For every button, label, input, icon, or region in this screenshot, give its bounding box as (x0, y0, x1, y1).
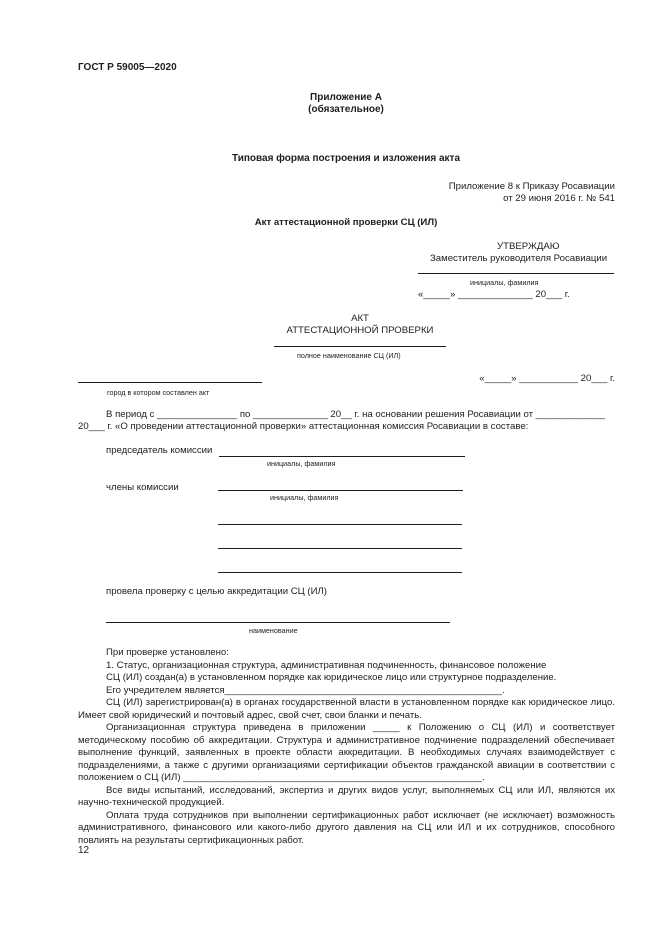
section-title: Типовая форма построения и изложения акта (231, 153, 461, 164)
member-name-line (218, 572, 462, 573)
chairman-name-line (219, 456, 465, 457)
findings-status: СЦ (ИЛ) создан(а) в установленном порядке как юридическое лицо или структурное подразделение. (106, 672, 557, 683)
findings-founder: Его учредителем является____________________________________________________. (106, 684, 505, 696)
order-reference-line2: от 29 июня 2016 г. № 541 (503, 193, 615, 204)
city-line (78, 382, 262, 383)
findings-products: Все виды испытаний, исследований, экспертиз и других видов услуг, выполняемых СЦ или ИЛ, являются их научно-технической продукцией. (78, 784, 615, 808)
period-line1: В период с _______________ по ______________ 20__ г. на основании решения Росавиации от _____________ (106, 409, 606, 420)
act-date-line: «_____» ___________ 20___ г. (479, 373, 615, 384)
findings-remuneration: Оплата труда сотрудников при выполнении сертификационных работ исключает (не исключает) возможность административного, финансового или какого-либо другого давления на СЦ или ИЛ и их сотрудников, способного повлиять на результаты сертификационных работ. (78, 809, 615, 846)
member-name-line (218, 548, 462, 549)
act-title-line1: АКТ (351, 313, 369, 324)
inspection-purpose: провела проверку с целью аккредитации СЦ (ИЛ) (106, 586, 328, 597)
document-standard-code: ГОСТ Р 59005—2020 (78, 62, 177, 73)
approval-date-line: «_____» ______________ 20___ г. (418, 289, 570, 300)
approver-name-caption: инициалы, фамилия (470, 278, 539, 287)
organization-name-line (274, 346, 446, 347)
organization-name-caption: полное наименование СЦ (ИЛ) (297, 351, 401, 360)
chairman-name-caption: инициалы, фамилия (267, 459, 336, 468)
purpose-name-line (106, 622, 450, 623)
period-line2: 20___ г. «О проведении аттестационной проверки» аттестационная комиссия Росавиации в составе: (78, 421, 529, 432)
approver-name-line (418, 273, 614, 274)
purpose-name-caption: наименование (249, 626, 298, 635)
member-name-caption: инициалы, фамилия (270, 493, 339, 502)
findings-text (78, 647, 615, 847)
members-label: члены комиссии (106, 482, 179, 493)
findings-item-1: 1. Статус, организационная структура, административная подчиненность, финансовое положение (106, 659, 547, 671)
page-number: 12 (78, 845, 90, 856)
approval-label: УТВЕРЖДАЮ (497, 241, 560, 252)
act-title-line2: АТТЕСТАЦИОННОЙ ПРОВЕРКИ (286, 325, 434, 336)
findings-registration: СЦ (ИЛ) зарегистрирован(а) в органах государственной власти в установленном порядке как юридическое лицо. Имеет свой юридический и почтовый адрес, свой счет, свои бланки и печать. (78, 697, 615, 721)
act-heading: Акт аттестационной проверки СЦ (ИЛ) (254, 217, 438, 228)
appendix-status: (обязательное) (308, 104, 384, 115)
approval-position: Заместитель руководителя Росавиации (430, 253, 608, 264)
findings-intro: При проверке установлено: (106, 647, 229, 658)
city-caption: город в котором составлен акт (107, 388, 210, 397)
order-reference-line1: Приложение 8 к Приказу Росавиации (448, 181, 615, 192)
member-name-line (218, 524, 462, 525)
chairman-label: председатель комиссии (106, 445, 213, 456)
member-name-line (218, 490, 463, 491)
findings-structure: Организационная структура приведена в приложении _____ к Положению о СЦ (ИЛ) и соответствует методическому пособию об аккредитации. Структура и административное подчинение подразделений обеспечивает выполнение функций, заявленных в проекте области аккредитации. В необходимых случаях взаимодействует с подразделениями, а также с другими организациями сертификации объектов гражданской авиации в соответствии с положением о СЦ (ИЛ) ________________________________________________________. (78, 722, 615, 783)
appendix-title: Приложение А (310, 92, 382, 103)
